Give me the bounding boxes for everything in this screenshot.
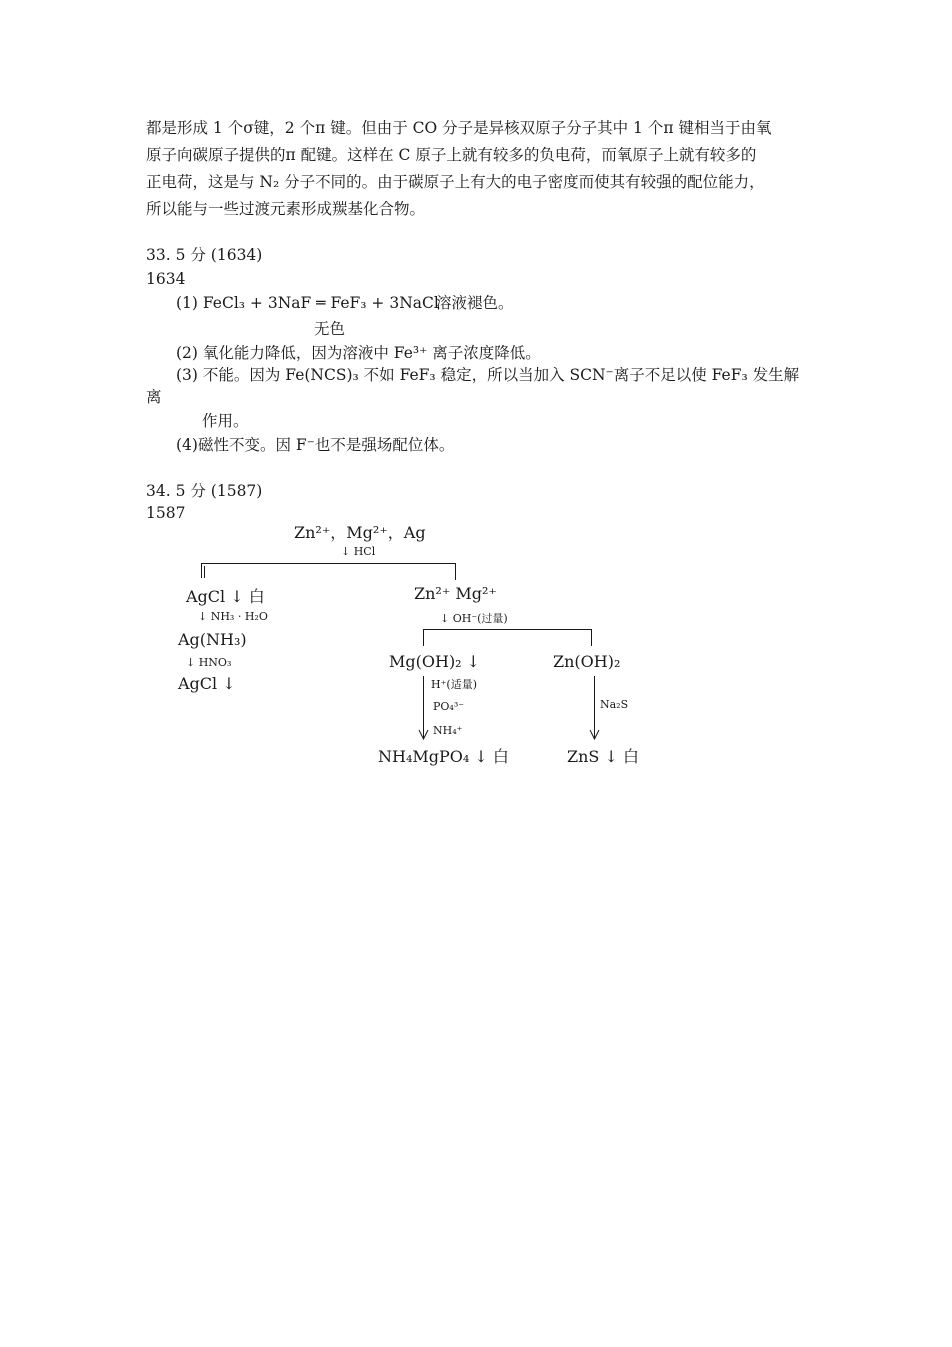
scheme-start-ions: Zn²⁺，Mg²⁺，Ag — [294, 523, 426, 542]
intro-line-1: 都是形成 1 个σ键，2 个π 键。但由于 CO 分子是异核双原子分子其中 1 个π 键相当于由氧 — [146, 119, 772, 137]
mg-hydroxide-precipitate: Mg(OH)₂ ↓ — [389, 652, 481, 671]
reagent-ammonium: NH₄⁺ — [433, 724, 463, 737]
intro-line-3: 正电荷，这是与 N₂ 分子不同的。由于碳原子上有大的电子密度而使其有较强的配位能力， — [146, 173, 765, 191]
q34-code: 1587 — [146, 504, 186, 522]
reagent-h-plus: H⁺(适量) — [431, 678, 477, 691]
reagent-na2s: Na₂S — [600, 698, 629, 711]
q33-item1-product-label: 无色 — [314, 320, 346, 338]
intro-line-4: 所以能与一些过渡元素形成羰基化合物。 — [146, 200, 426, 218]
zn-hydroxide: Zn(OH)₂ — [553, 652, 621, 671]
q33-item1-equation: (1) FeCl₃ + 3NaF ═ FeF₃ + 3NaCl — [176, 294, 439, 312]
agcl-final-precipitate: AgCl ↓ — [178, 674, 236, 693]
intro-line-2: 原子向碳原子提供的π 配键。这样在 C 原子上就有较多的负电荷，而氧原子上就有较多的 — [146, 146, 757, 164]
zns-white-precipitate: ZnS ↓ 白 — [567, 747, 639, 766]
reagent-hcl: ↓ HCl — [341, 545, 376, 558]
zn-mg-ions: Zn²⁺ Mg²⁺ — [414, 584, 497, 603]
reagent-hno3: ↓ HNO₃ — [186, 656, 232, 669]
q33-code: 1634 — [146, 270, 186, 288]
q33-item4: (4)磁性不变。因 F⁻也不是强场配位体。 — [176, 436, 455, 454]
q33-item3-line2: 离 — [146, 388, 162, 406]
q33-item3-line3: 作用。 — [202, 412, 249, 430]
reagent-phosphate: PO₄³⁻ — [433, 700, 465, 713]
q33-item1-note: 溶液褪色。 — [436, 294, 514, 312]
reagent-nh3-h2o: ↓ NH₃ · H₂O — [198, 610, 268, 623]
q33-header: 33. 5 分 (1634) — [146, 246, 263, 264]
reagent-oh-excess: ↓ OH⁻(过量) — [440, 612, 508, 625]
agcl-white-precipitate: AgCl ↓ 白 — [186, 587, 265, 606]
q34-header: 34. 5 分 (1587) — [146, 482, 263, 500]
q33-item2: (2) 氧化能力降低，因为溶液中 Fe³⁺ 离子浓度降低。 — [176, 344, 541, 362]
q33-item3-line1: (3) 不能。因为 Fe(NCS)₃ 不如 FeF₃ 稳定，所以当加入 SCN⁻离子不足以使 FeF₃ 发生解 — [176, 366, 800, 384]
nh4mgpo4-white-precipitate: NH₄MgPO₄ ↓ 白 — [378, 747, 509, 766]
silver-ammonia-complex: Ag(NH₃) — [178, 630, 247, 649]
